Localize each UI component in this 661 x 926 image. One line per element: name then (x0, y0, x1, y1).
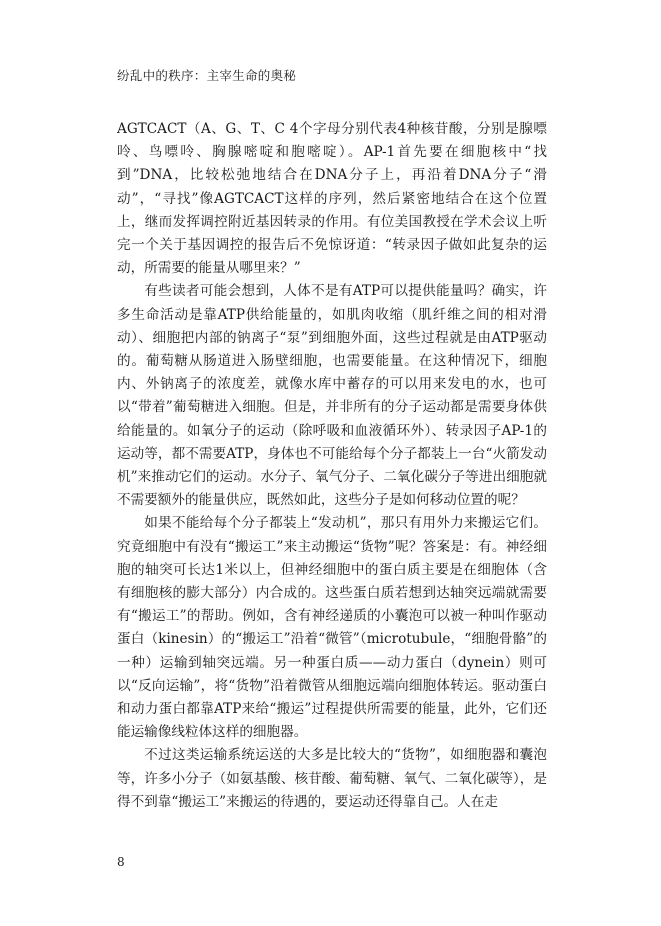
body-text (117, 118, 547, 814)
running-header: 纷乱中的秩序：主宰生命的奥秘 (117, 68, 297, 83)
paragraph-2: 有些读者可能会想到，人体不是有ATP可以提供能量吗？确实，许多生命活动是靠ATP供给能量的，如肌肉收缩（肌纤维之间的相对滑动）、细胞把内部的钠离子“泵”到细胞外面，这些过程就是由ATP驱动的。葡萄糖从肠道进入肠壁细胞，也需要能量。在这种情况下，细胞内、外钠离子的浓度差，就像水库中蓄存的可以用来发电的水，也可以“带着”葡萄糖进入细胞。但是，并非所有的分子运动都是需要身体供给能量的。如氧分子的运动（除呼吸和血液循环外）、转录因子AP-1的运动等，都不需要ATP，身体也不可能给每个分子都装上一台“火箭发动机”来推动它们的运动。水分子、氧气分子、二氧化碳分子等进出细胞就不需要额外的能量供应，既然如此，这些分子是如何移动位置的呢？ (117, 283, 547, 509)
paragraph-1: AGTCACT（A、G、T、C 4个字母分别代表4种核苷酸，分别是腺嘌呤、鸟嘌呤、胸腺嘧啶和胞嘧啶）。AP-1首先要在细胞核中“找到”DNA，比较松弛地结合在DNA分子上，再沿着DNA分子“滑动”，“寻找”像AGTCACT这样的序列，然后紧密地结合在这个位置上，继而发挥调控附近基因转录的作用。有位美国教授在学术会议上听完一个关于基因调控的报告后不免惊讶道：“转录因子做如此复杂的运动，所需要的能量从哪里来？” (117, 121, 547, 277)
page-number: 8 (117, 855, 125, 869)
paragraph-3: 如果不能给每个分子都装上“发动机”，那只有用外力来搬运它们。究竟细胞中有没有“搬运工”来主动搬运“货物”呢？答案是：有。神经细胞的轴突可长达1米以上，但神经细胞中的蛋白质主要是在细胞体（含有细胞核的膨大部分）内合成的。这些蛋白质若想到达轴突远端就需要有“搬运工”的帮助。例如，含有神经递质的小囊泡可以被一种叫作驱动蛋白（kinesin）的“搬运工”沿着“微管”（microtubule，“细胞骨骼”的一种）运输到轴突远端。另一种蛋白质——动力蛋白（dynein）则可以“反向运输”，将“货物”沿着微管从细胞远端向细胞体转运。驱动蛋白和动力蛋白都靠ATP来给“搬运”过程提供所需要的能量，此外，它们还能运输像线粒体这样的细胞器。 (117, 515, 547, 741)
paragraph-4: 不过这类运输系统运送的大多是比较大的“货物”，如细胞器和囊泡等，许多小分子（如氨基酸、核苷酸、葡萄糖、氧气、二氧化碳等），是得不到靠“搬运工”来搬运的待遇的，要运动还得靠自己。人在走 (117, 747, 547, 810)
